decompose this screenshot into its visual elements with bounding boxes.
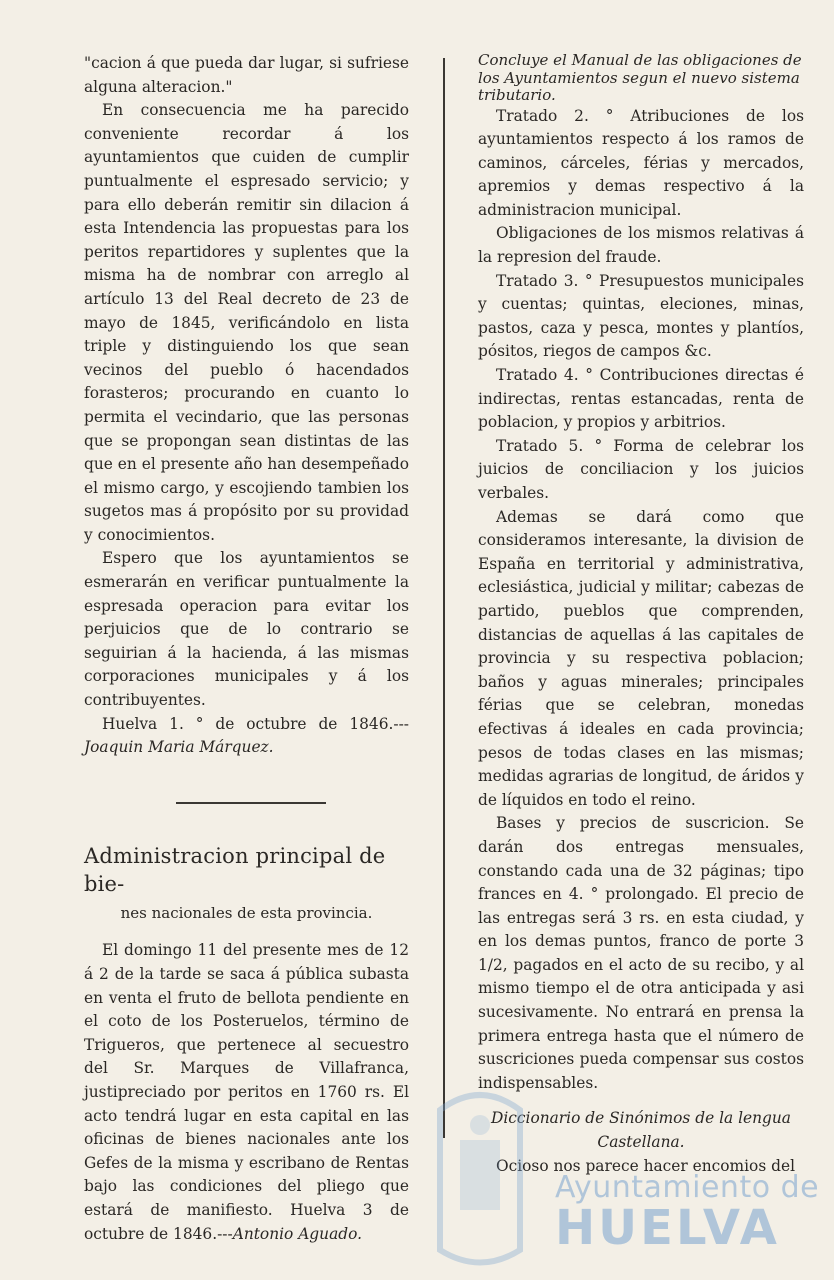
- watermark-line2: HUELVA: [555, 1200, 780, 1256]
- column-divider: [443, 58, 445, 1138]
- notice-text: El domingo 11 del presente mes de 12 á 2 de la tarde se saca á pública subasta en venta el fruto de bellota pendiente en el coto de los Posteruelos, término de Trigueros, que pertenece al secuestro del Sr. Marques de Villafranca, justipreciado por peritos en 1760 rs. El acto tendrá lugar en esta capital en las oficinas de bienes nacionales ante los Gefes de la misma y escribano de Rentas bajo las condiciones del pliego que estará de manifiesto. Huelva 3 de octubre de 1846.---: [84, 941, 409, 1243]
- right-paragraph: Tratado 3. ° Presupuestos municipales y cuentas; quintas, eleciones, minas, pastos, caza y pesca, montes y plantíos, pósitos, riegos de campos &c.: [478, 271, 804, 361]
- auction-notice: [84, 939, 409, 1246]
- section-subtitle: nes nacionales de esta provincia.: [120, 903, 373, 922]
- right-paragraph: Tratado 2. ° Atribuciones de los ayuntamientos respecto á los ramos de caminos, cárceles, férias y mercados, apremios y demas respectivo á la administracion municipal.: [478, 106, 804, 219]
- right-paragraph: Bases y precios de suscricion. Se darán dos entregas mensuales, constando cada una de 32 páginas; tipo frances en 4. ° prolongado. El precio de las entregas será 3 rs. en esta ciudad, y en los demas puntos, franco de porte 3 1/2, pagados en el acto de su recibo, y al mismo tiempo el de otra anticipada y asi sucesivamente. No entrará en prensa la primera entrega hasta que el número de suscriciones pueda compensar sus costos indispensables.: [478, 814, 804, 1092]
- right-column: [478, 52, 804, 1178]
- left-paragraph: En consecuencia me ha parecido conveniente recordar á los ayuntamientos que cuiden de cumplir puntualmente el espresado servicio; y para ello deberán remitir sin dilacion á esta Intendencia las propuestas para los peritos repartidores y suplentes que la misma ha de nombrar con arreglo al artículo 13 del Real decreto de 23 de mayo de 1845, verificándolo en lista triple y distinguiendo los que sean vecinos del pueblo ó hacendados forasteros; procurando en cuanto lo permita el vecindario, que las personas que se propongan sean distintas de las que en el presente año han desempeñado el mismo cargo, y escojiendo tambien los sugetos mas á propósito por su providad y conocimientos.: [84, 101, 409, 544]
- watermark-line1: Ayuntamiento de: [555, 1170, 820, 1205]
- left-column: [84, 52, 409, 1246]
- section-title: Administracion principal de bie-: [84, 843, 386, 896]
- section-rule: [176, 802, 326, 804]
- dictionary-title: Diccionario de Sinónimos de la lengua Castellana.: [491, 1109, 791, 1152]
- date-line: Huelva 1. ° de octubre de 1846.---: [102, 714, 409, 733]
- left-paragraph: Espero que los ayuntamientos se esmerarán en verificar puntualmente la espresada operacion para evitar los perjuicios que de lo contrario se seguirian á la hacienda, á las mismas corporaciones municipales y á los contribuyentes.: [84, 549, 409, 710]
- right-paragraph: Obligaciones de los mismos relativas á la represion del fraude.: [478, 224, 804, 267]
- right-heading: Concluye el Manual de las obligaciones de los Ayuntamientos segun el nuevo sistema tributario.: [478, 51, 802, 104]
- right-paragraph: Tratado 4. ° Contribuciones directas é indirectas, rentas estancadas, renta de poblacion, y propios y arbitrios.: [478, 366, 804, 432]
- date-signature-line: [84, 713, 409, 760]
- last-line: Ocioso nos parece hacer encomios del: [496, 1156, 795, 1175]
- left-paragraph: "cacion á que pueda dar lugar, si sufriese alguna alteracion.": [84, 54, 409, 96]
- signature: Joaquin Maria Márquez.: [84, 738, 274, 757]
- right-paragraph: Ademas se dará como que consideramos interesante, la division de España en territorial y administrativa, eclesiástica, judicial y militar; cabezas de partido, pueblos que comprenden, distancias de aquellas á las capitales de provincia y su respectiva poblacion; baños y aguas minerales; principales férias que se celebran, monedas efectivas á ideales en cada provincia; pesos de todas clases en las mismas; medidas agrarias de longitud, de áridos y de líquidos en todo el reino.: [478, 507, 804, 809]
- notice-signature: Antonio Aguado.: [232, 1224, 362, 1243]
- right-paragraph: Tratado 5. ° Forma de celebrar los juicios de conciliacion y los juicios verbales.: [478, 436, 804, 502]
